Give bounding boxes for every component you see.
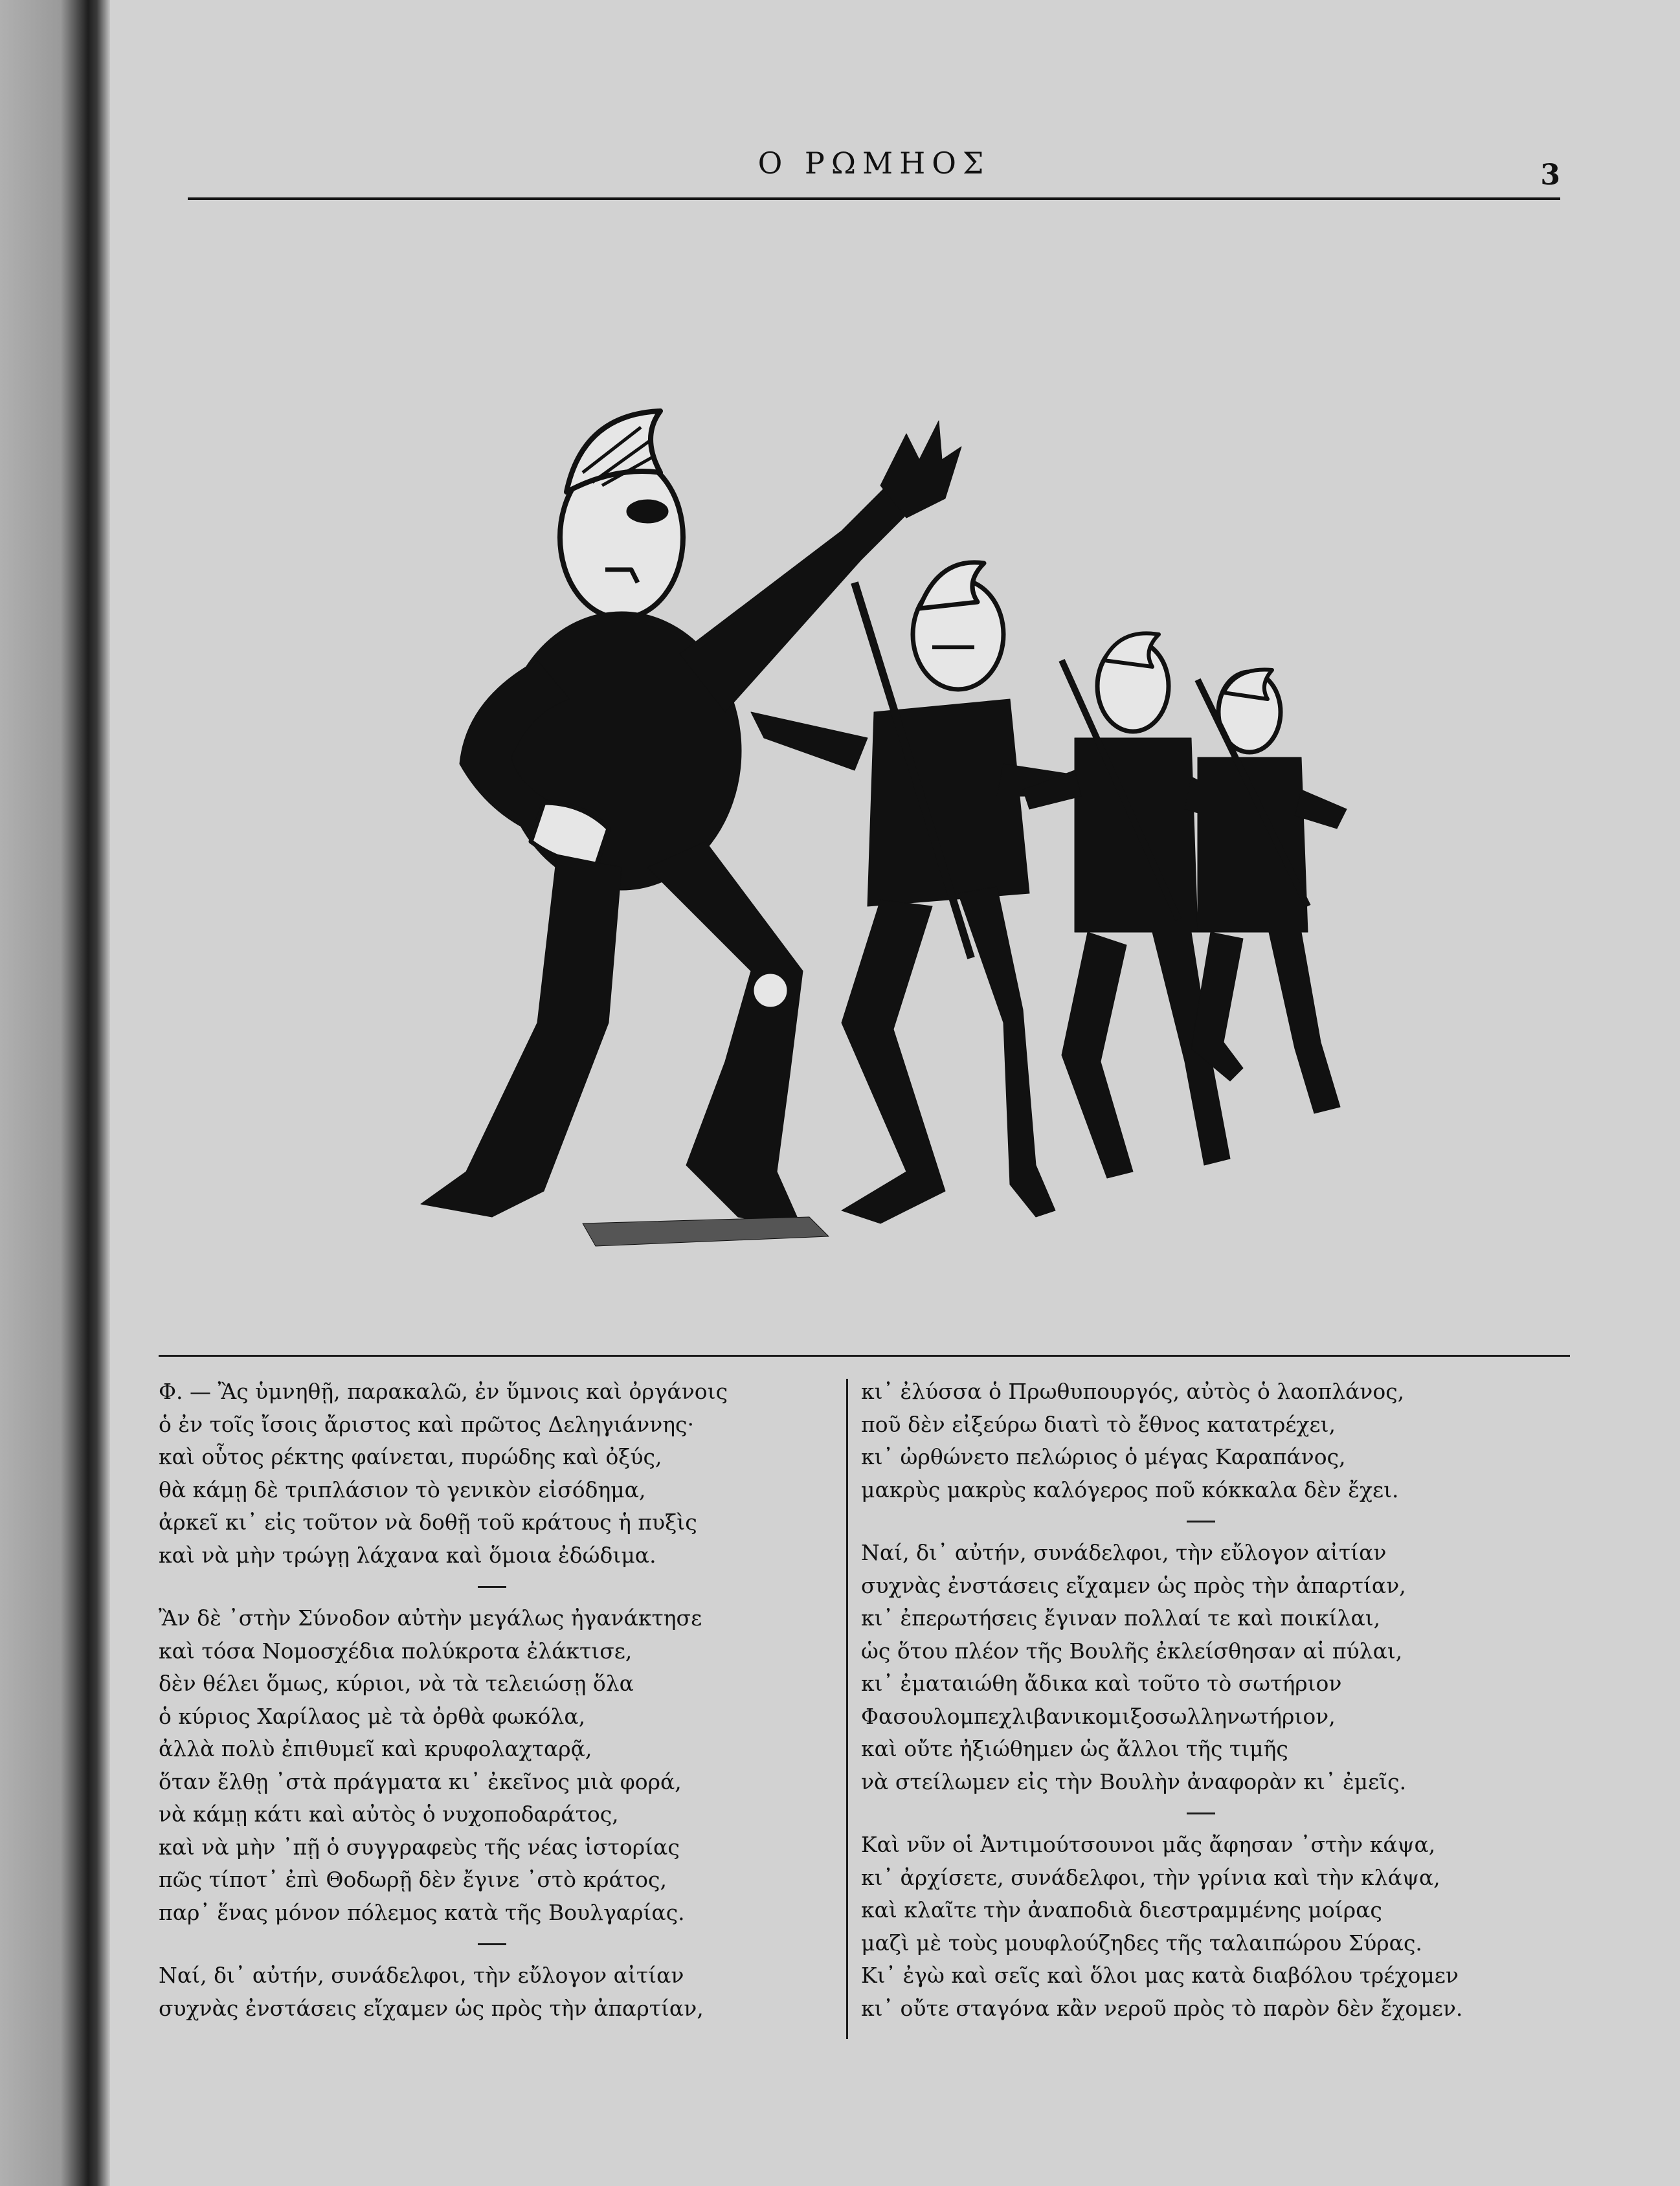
verse-line: νὰ κάμῃ κάτι καὶ αὐτὸς ὁ νυχοποδαράτος, — [159, 1801, 619, 1827]
verse-line: Ναί, δι᾽ αὐτήν, συνάδελφοι, τὴν εὔλογον αἰτίαν — [861, 1540, 1387, 1565]
sword-figure-3 — [1191, 669, 1347, 1113]
verse-line: ὁ ἐν τοῖς ἴσοις ἄριστος καὶ πρῶτος Δεληγιάννης· — [159, 1411, 694, 1437]
verse-line: κι᾽ ἀρχίσετε, συνάδελφοι, τὴν γρίνια καὶ τὴν κλάψα, — [861, 1864, 1440, 1890]
page-number: 3 — [1540, 159, 1560, 192]
masthead-title: Ο ΡΩΜΗΟΣ — [757, 146, 991, 181]
verse-line: ὅταν ἔλθῃ ᾽στὰ πράγματα κι᾽ ἐκεῖνος μιὰ φορά, — [159, 1768, 682, 1794]
book-spine-shadow — [0, 0, 110, 2186]
verse-line: καὶ νὰ μὴν ᾽πῇ ὁ συγγραφεὺς τῆς νέας ἱστορίας — [159, 1834, 680, 1860]
verse-line: μαζὶ μὲ τοὺς μουφλούζηδες τῆς ταλαιπώρου Σύρας. — [861, 1930, 1422, 1956]
verse-line: κι᾽ ἐλύσσα ὁ Πρωθυπουργός, αὐτὸς ὁ λαοπλάνος, — [861, 1379, 1405, 1404]
verse-line: Ναί, δι᾽ αὐτήν, συνάδελφοι, τὴν εὔλογον αἰτίαν — [159, 1963, 684, 1988]
verse-line: συχνὰς ἐνστάσεις εἴχαμεν ὡς πρὸς τὴν ἀπαρτίαν, — [159, 1995, 704, 2021]
stanza-separator — [1187, 1812, 1215, 1814]
verse-line: καὶ οὔτε ἠξιώθημεν ὡς ἄλλοι τῆς τιμῆς — [861, 1736, 1288, 1761]
page-header — [188, 139, 1560, 204]
verse-line: καὶ κλαῖτε τὴν ἀναποδιὰ διεστραμμένης μοίρας — [861, 1897, 1382, 1923]
left-column — [159, 1376, 825, 2025]
verse-line: κι᾽ ἐπερωτήσεις ἔγιναν πολλαί τε καὶ ποικίλαι, — [861, 1605, 1381, 1631]
verse-line: θὰ κάμῃ δὲ τριπλάσιον τὸ γενικὸν εἰσόδημα, — [159, 1477, 646, 1502]
verse-line: ὁ κύριος Χαρίλαος μὲ τὰ ὀρθὰ φωκόλα, — [159, 1703, 586, 1729]
verse-line: ἀλλὰ πολὺ ἐπιθυμεῖ καὶ κρυφολαχταρᾷ, — [159, 1736, 592, 1761]
section-rule — [159, 1355, 1570, 1357]
verse-line: ὡς ὅτου πλέον τῆς Βουλῆς ἐκλείσθησαν αἱ πύλαι, — [861, 1638, 1403, 1664]
stanza-separator — [478, 1586, 506, 1588]
verse-line: πῶς τίποτ᾽ ἐπὶ Θοδωρῇ δὲν ἔγινε ᾽στὸ κράτος, — [159, 1867, 667, 1892]
verse-line: κι᾽ ὠρθώνετο πελώριος ὁ μέγας Καραπάνος, — [861, 1444, 1346, 1469]
header-rule — [188, 197, 1560, 200]
verse-line: καὶ τόσα Νομοσχέδια πολύκροτα ἐλάκτισε, — [159, 1638, 633, 1664]
stanza-separator — [1187, 1521, 1215, 1522]
verse-line: Ἂν δὲ ᾽στὴν Σύνοδον αὐτὴν μεγάλως ἠγανάκτησε — [159, 1605, 702, 1631]
verse-line: δὲν θέλει ὅμως, κύριοι, νὰ τὰ τελειώσῃ ὅλα — [159, 1671, 634, 1696]
verse-line: Φασουλομπεχλιβανικομιξοσωλληνωτήριον, — [861, 1703, 1336, 1729]
verse-line: Καὶ νῦν οἱ Ἀντιμούτσουνοι μᾶς ἄφησαν ᾽στὴν κάψα, — [861, 1832, 1436, 1857]
verse-line: καὶ οὗτος ρέκτης φαίνεται, πυρώδης καὶ ὀξύς, — [159, 1444, 662, 1469]
verse-line: κι᾽ ἐματαιώθη ἄδικα καὶ τοῦτο τὸ σωτήριον — [861, 1671, 1342, 1696]
sword-figure-1 — [751, 563, 1088, 1223]
stanza-separator — [478, 1943, 506, 1945]
verse-line: ποῦ δὲν εἰξεύρω διατὶ τὸ ἔθνος κατατρέχει, — [861, 1411, 1336, 1437]
verse-line: Φ. — Ἂς ὑμνηθῇ, παρακαλῶ, ἐν ὕμνοις καὶ ὀργάνοις — [159, 1379, 728, 1404]
right-column — [861, 1376, 1541, 2025]
verse-line: Κι᾽ ἐγὼ καὶ σεῖς καὶ ὅλοι μας κατὰ διαβόλου τρέχομεν — [861, 1963, 1459, 1988]
verse-line: ἀρκεῖ κι᾽ εἰς τοῦτον νὰ δοθῇ τοῦ κράτους ἡ πυξὶς — [159, 1510, 697, 1535]
verse-line: παρ᾽ ἕνας μόνον πόλεμος κατὰ τῆς Βουλγαρίας. — [159, 1899, 685, 1925]
verse-line: συχνὰς ἐνστάσεις εἴχαμεν ὡς πρὸς τὴν ἀπαρτίαν, — [861, 1572, 1406, 1598]
verse-line: μακρὺς μακρὺς καλόγερος ποῦ κόκκαλα δὲν ἔχει. — [861, 1477, 1399, 1502]
verse-line: καὶ νὰ μὴν τρώγῃ λάχανα καὶ ὅμοια ἐδώδιμα. — [159, 1542, 656, 1568]
column-divider — [846, 1379, 848, 2039]
verse-line: κι᾽ οὔτε σταγόνα κἂν νεροῦ πρὸς τὸ παρὸν δὲν ἔχομεν. — [861, 1995, 1463, 2021]
verse-line: νὰ στείλωμεν εἰς τὴν Βουλὴν ἀναφορὰν κι᾽ ἐμεῖς. — [861, 1768, 1407, 1794]
cartoon-figures-icon — [388, 375, 1360, 1308]
